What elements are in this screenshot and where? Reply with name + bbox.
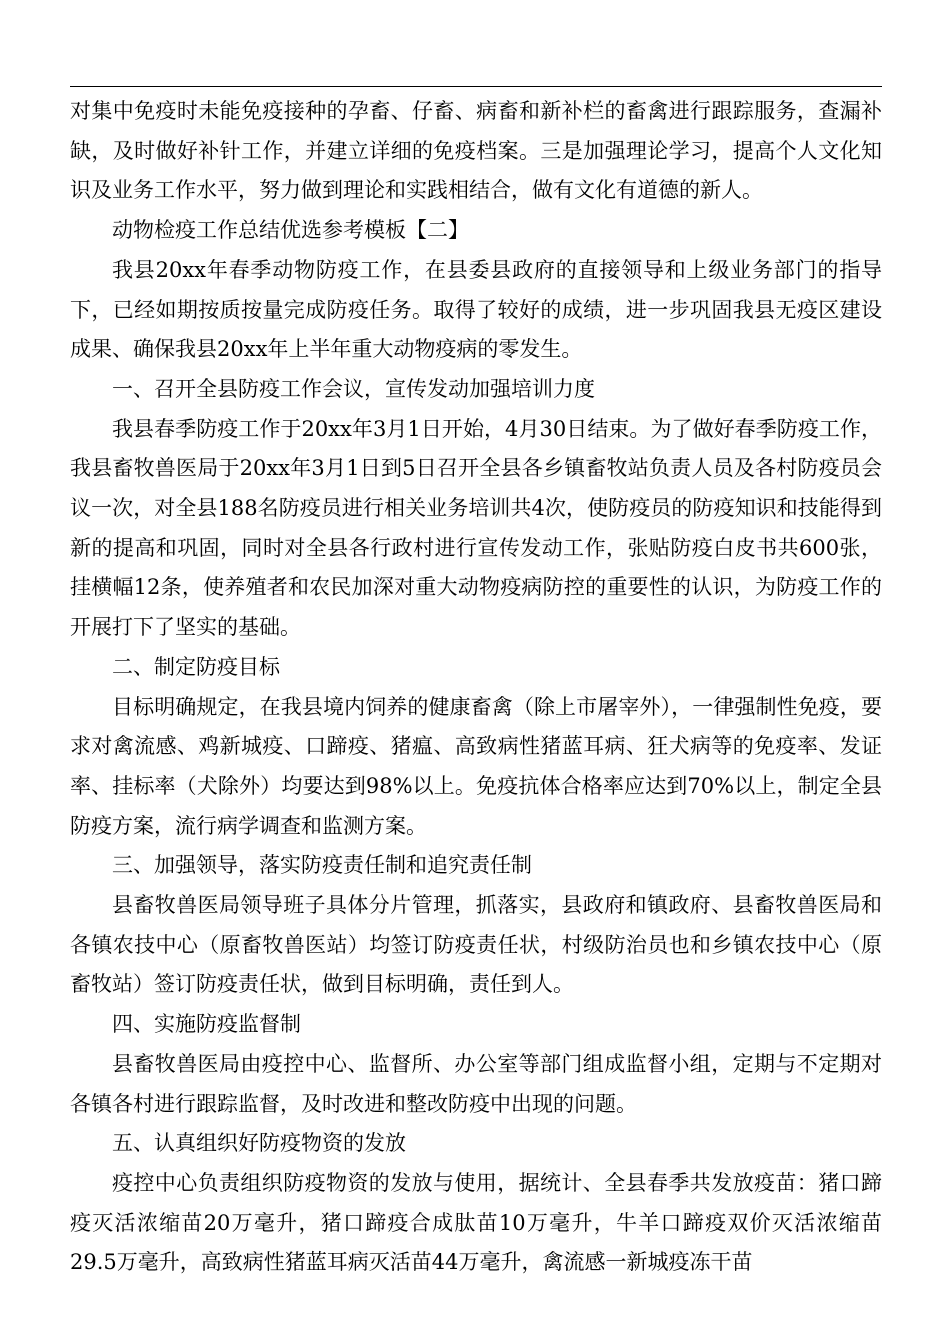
- paragraph: 我县20xx年春季动物防疫工作，在县委县政府的直接领导和上级业务部门的指导下，已经如期按质按量完成防疫任务。取得了较好的成绩，进一步巩固我县无疫区建设成果、确保我县20xx年上半年重大动物疫病的零发生。: [70, 257, 882, 362]
- paragraph: 五、认真组织好防疫物资的发放: [112, 1131, 406, 1156]
- paragraph: 县畜牧兽医局由疫控中心、监督所、办公室等部门组成监督小组，定期与不定期对各镇各村进行跟踪监督，及时改进和整改防疫中出现的问题。: [70, 1051, 882, 1116]
- paragraph: 三、加强领导，落实防疫责任制和追究责任制: [112, 853, 532, 878]
- paragraph: 目标明确规定，在我县境内饲养的健康畜禽（除上市屠宰外），一律强制性免疫，要求对禽流感、鸡新城疫、口蹄疫、猪瘟、高致病性猪蓝耳病、狂犬病等的免疫率、发证率、挂标率（犬除外）均要达到98%以上。免疫抗体合格率应达到70%以上，制定全县防疫方案，流行病学调查和监测方案。: [70, 694, 882, 838]
- paragraph: 一、召开全县防疫工作会议，宣传发动加强培训力度: [112, 376, 595, 401]
- header-rule: [70, 86, 882, 87]
- paragraph: 对集中免疫时未能免疫接种的孕畜、仔畜、病畜和新补栏的畜禽进行跟踪服务，查漏补缺，及时做好补针工作，并建立详细的免疫档案。三是加强理论学习，提高个人文化知识及业务工作水平，努力做到理论和实践相结合，做有文化有道德的新人。: [70, 99, 882, 203]
- document-body: [70, 92, 882, 1283]
- paragraph: 四、实施防疫监督制: [112, 1012, 301, 1037]
- paragraph: 疫控中心负责组织防疫物资的发放与使用，据统计、全县春季共发放疫苗：猪口蹄疫灭活浓缩苗20万毫升，猪口蹄疫合成肽苗10万毫升，牛羊口蹄疫双价灭活浓缩苗29.5万毫升，高致病性猪蓝耳病灭活苗44万毫升，禽流感一新城疫冻干苗: [70, 1170, 882, 1275]
- paragraph: 县畜牧兽医局领导班子具体分片管理，抓落实，县政府和镇政府、县畜牧兽医局和各镇农技中心（原畜牧兽医站）均签订防疫责任状，村级防治员也和乡镇农技中心（原畜牧站）签订防疫责任状，做到目标明确，责任到人。: [70, 893, 882, 997]
- paragraph: 二、制定防疫目标: [112, 654, 280, 679]
- paragraph: 动物检疫工作总结优选参考模板【二】: [112, 218, 469, 243]
- paragraph: 我县春季防疫工作于20xx年3月1日开始，4月30日结束。为了做好春季防疫工作，我县畜牧兽医局于20xx年3月1日到5日召开全县各乡镇畜牧站负责人员及各村防疫员会议一次，对全县188名防疫员进行相关业务培训共4次，使防疫员的防疫知识和技能得到新的提高和巩固，同时对全县各行政村进行宣传发动工作，张贴防疫白皮书共600张，挂横幅12条，使养殖者和农民加深对重大动物疫病防控的重要性的认识，为防疫工作的开展打下了坚实的基础。: [70, 416, 882, 640]
